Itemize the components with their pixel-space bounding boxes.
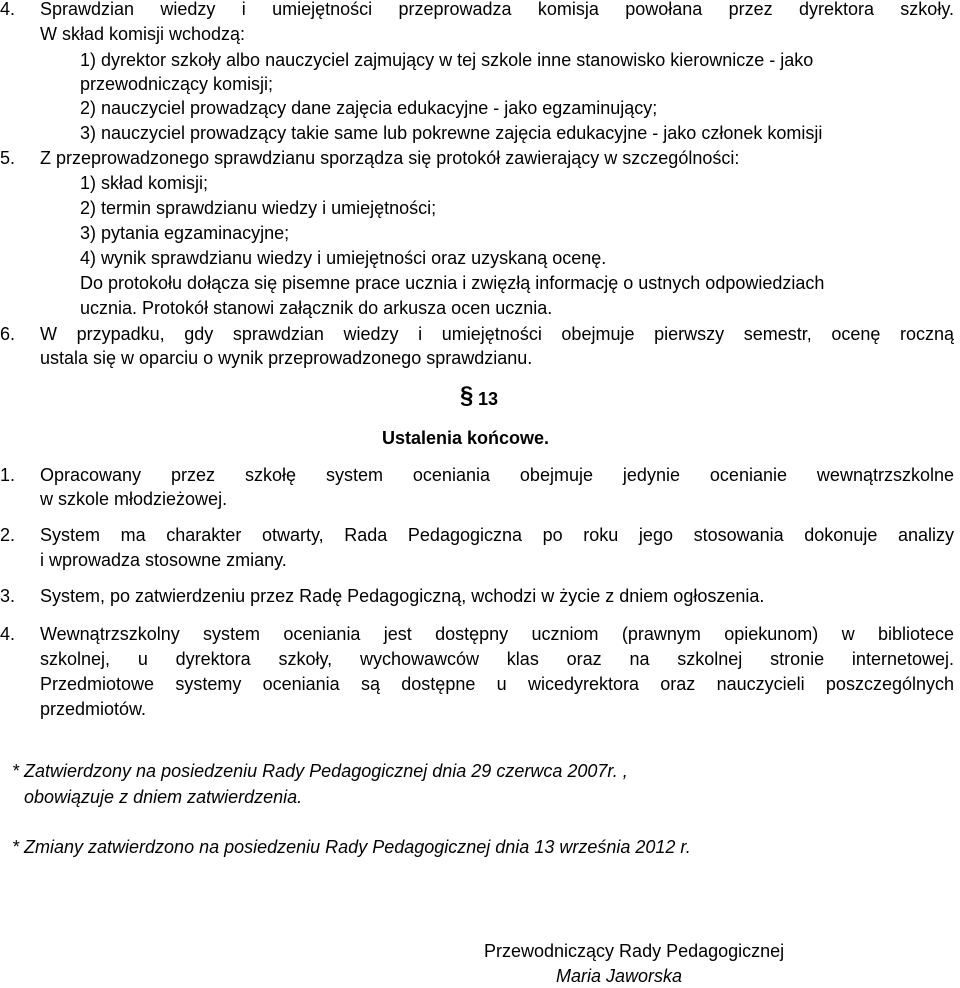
final-4-line: Wewnątrzszkolny system oceniania jest dostępny uczniom (prawnym opiekunom) w bibliotece (40, 624, 954, 644)
sec5-note1: Do protokołu dołącza się pisemne prace ucznia i zwięzłą informację o ustnych odpowiedziach (80, 273, 825, 293)
signature-role: Przewodniczący Rady Pedagogicznej (484, 941, 785, 961)
final-4-line: przedmiotów. (40, 699, 147, 719)
sec5-item: 2) termin sprawdzianu wiedzy i umiejętności; (80, 198, 437, 218)
sec6-line2: ustala się w oparciu o wynik przeprowadzonego sprawdzianu. (40, 348, 533, 368)
final-1-line: w szkole młodzieżowej. (40, 489, 228, 509)
sec5-item: 1) skład komisji; (80, 173, 209, 193)
paragraph-mark: § (460, 382, 474, 409)
sec5-item: 4) wynik sprawdzianu wiedzy i umiejętności oraz uzyskaną ocenę. (80, 248, 607, 268)
sec4-item2: 2) nauczyciel prowadzący dane zajęcia edukacyjne - jako egzaminujący; (80, 98, 658, 118)
footnote-amendments: * Zmiany zatwierdzono na posiedzeniu Rady Pedagogicznej dnia 13 września 2012 r. (12, 837, 691, 857)
final-1-number: 1. (0, 465, 16, 485)
sec5-item: 3) pytania egzaminacyjne; (80, 223, 290, 243)
final-4-number: 4. (0, 624, 16, 644)
sec5-number: 5. (0, 148, 16, 168)
sec5-note2: ucznia. Protokół stanowi załącznik do arkusza ocen ucznia. (80, 298, 553, 318)
final-3-number: 3. (0, 586, 16, 606)
final-2-number: 2. (0, 525, 16, 545)
sec4-number: 4. (0, 0, 16, 19)
final-2-line: System ma charakter otwarty, Rada Pedagogiczna po roku jego stosowania dokonuje analizy (40, 525, 954, 545)
final-3-line: System, po zatwierdzeniu przez Radę Pedagogiczną, wchodzi w życie z dniem ogłoszenia. (40, 586, 765, 606)
signature-name: Maria Jaworska (556, 966, 683, 986)
footnote-approval: * Zatwierdzony na posiedzeniu Rady Pedagogicznej dnia 29 czerwca 2007r. , (12, 761, 628, 781)
final-1-line: Opracowany przez szkołę system oceniania obejmuje jedynie ocenianie wewnątrzszkolne (40, 465, 954, 485)
sec4-item1b: przewodniczący komisji; (80, 74, 274, 94)
final-2-line: i wprowadza stosowne zmiany. (40, 550, 287, 570)
sec4-line1: Sprawdzian wiedzy i umiejętności przeprowadza komisja powołana przez dyrektora szkoły. (40, 0, 954, 19)
sec4-item3: 3) nauczyciel prowadzący takie same lub pokrewne zajęcia edukacyjne - jako członek komisji (80, 123, 823, 143)
final-4-line: szkolnej, u dyrektora szkoły, wychowawców klas oraz na szkolnej stronie internetowej. (40, 649, 954, 669)
paragraph-title: Ustalenia końcowe. (382, 428, 550, 448)
sec6-number: 6. (0, 324, 16, 344)
paragraph-number: 13 (478, 389, 499, 409)
sec4-line2: W skład komisji wchodzą: (40, 24, 246, 44)
footnote-approval-cont: obowiązuje z dniem zatwierdzenia. (24, 787, 303, 807)
sec4-item1a: 1) dyrektor szkoły albo nauczyciel zajmujący w tej szkole inne stanowisko kierownicze - jako (80, 50, 814, 70)
sec5-line1: Z przeprowadzonego sprawdzianu sporządza się protokół zawierający w szczególności: (40, 148, 740, 168)
final-4-line: Przedmiotowe systemy oceniania są dostępne u wicedyrektora oraz nauczycieli poszczególnych (40, 674, 954, 694)
sec6-line1: W przypadku, gdy sprawdzian wiedzy i umiejętności obejmuje pierwszy semestr, ocenę roczną (40, 324, 954, 344)
